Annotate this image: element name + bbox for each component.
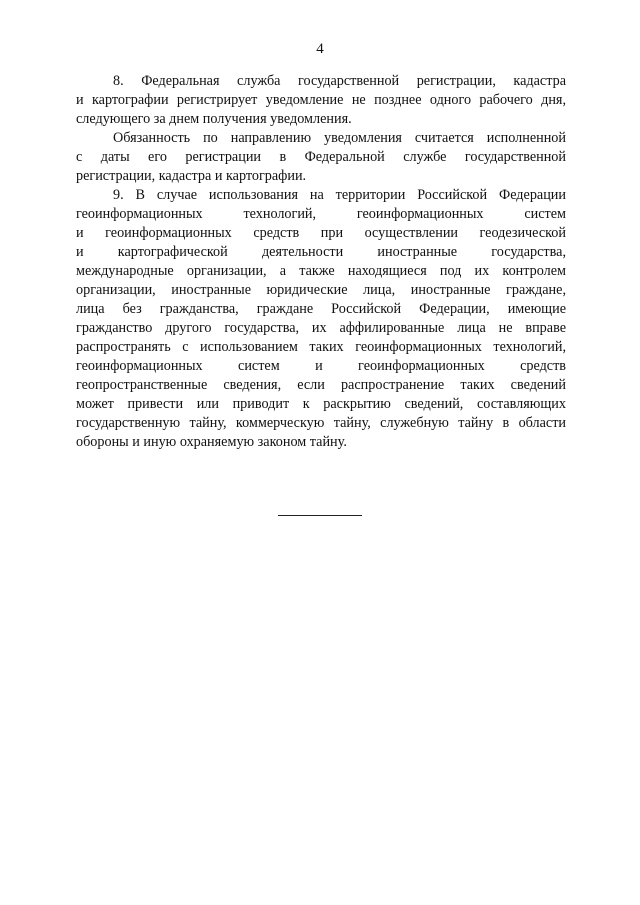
paragraph-obligation [76, 129, 566, 186]
text-line: гражданство другого государства, их аффилированные лица не вправе [76, 320, 566, 336]
text-line: 8. Федеральная служба государственной регистрации, кадастра [113, 73, 566, 89]
paragraph-8 [76, 72, 566, 129]
text-line: Обязанность по направлению уведомления считается исполненной [113, 130, 566, 146]
text-line: международные организации, а также находящиеся под их контролем [76, 263, 566, 279]
text-line: обороны и иную охраняемую законом тайну. [76, 434, 347, 450]
end-separator-line [278, 515, 362, 516]
text-line: геоинформационных технологий, геоинформационных систем [76, 206, 566, 222]
text-line: лица без гражданства, граждане Российской Федерации, имеющие [76, 301, 566, 317]
text-line: следующего за днем получения уведомления. [76, 111, 352, 127]
text-line: государственную тайну, коммерческую тайну, служебную тайну в области [76, 415, 566, 431]
text-line: регистрации, кадастра и картографии. [76, 168, 307, 184]
text-line: и картографии регистрирует уведомление не позднее одного рабочего дня, [76, 92, 566, 108]
text-line: организации, иностранные юридические лица, иностранные граждане, [76, 282, 566, 298]
text-line: геоинформационных систем и геоинформационных средств [76, 358, 566, 374]
text-line: распространять с использованием таких геоинформационных технологий, [76, 339, 566, 355]
text-line: может привести или приводит к раскрытию сведений, составляющих [76, 396, 566, 412]
text-line: 9. В случае использования на территории Российской Федерации [113, 187, 566, 203]
document-body [76, 72, 566, 452]
text-line: с даты его регистрации в Федеральной службе государственной [76, 149, 566, 165]
text-line: и геоинформационных средств при осуществлении геодезической [76, 225, 566, 241]
page-number: 4 [316, 41, 324, 57]
text-line: геопространственные сведения, если распространение таких сведений [76, 377, 566, 393]
paragraph-9 [76, 186, 566, 452]
text-line: и картографической деятельности иностранные государства, [76, 244, 566, 260]
